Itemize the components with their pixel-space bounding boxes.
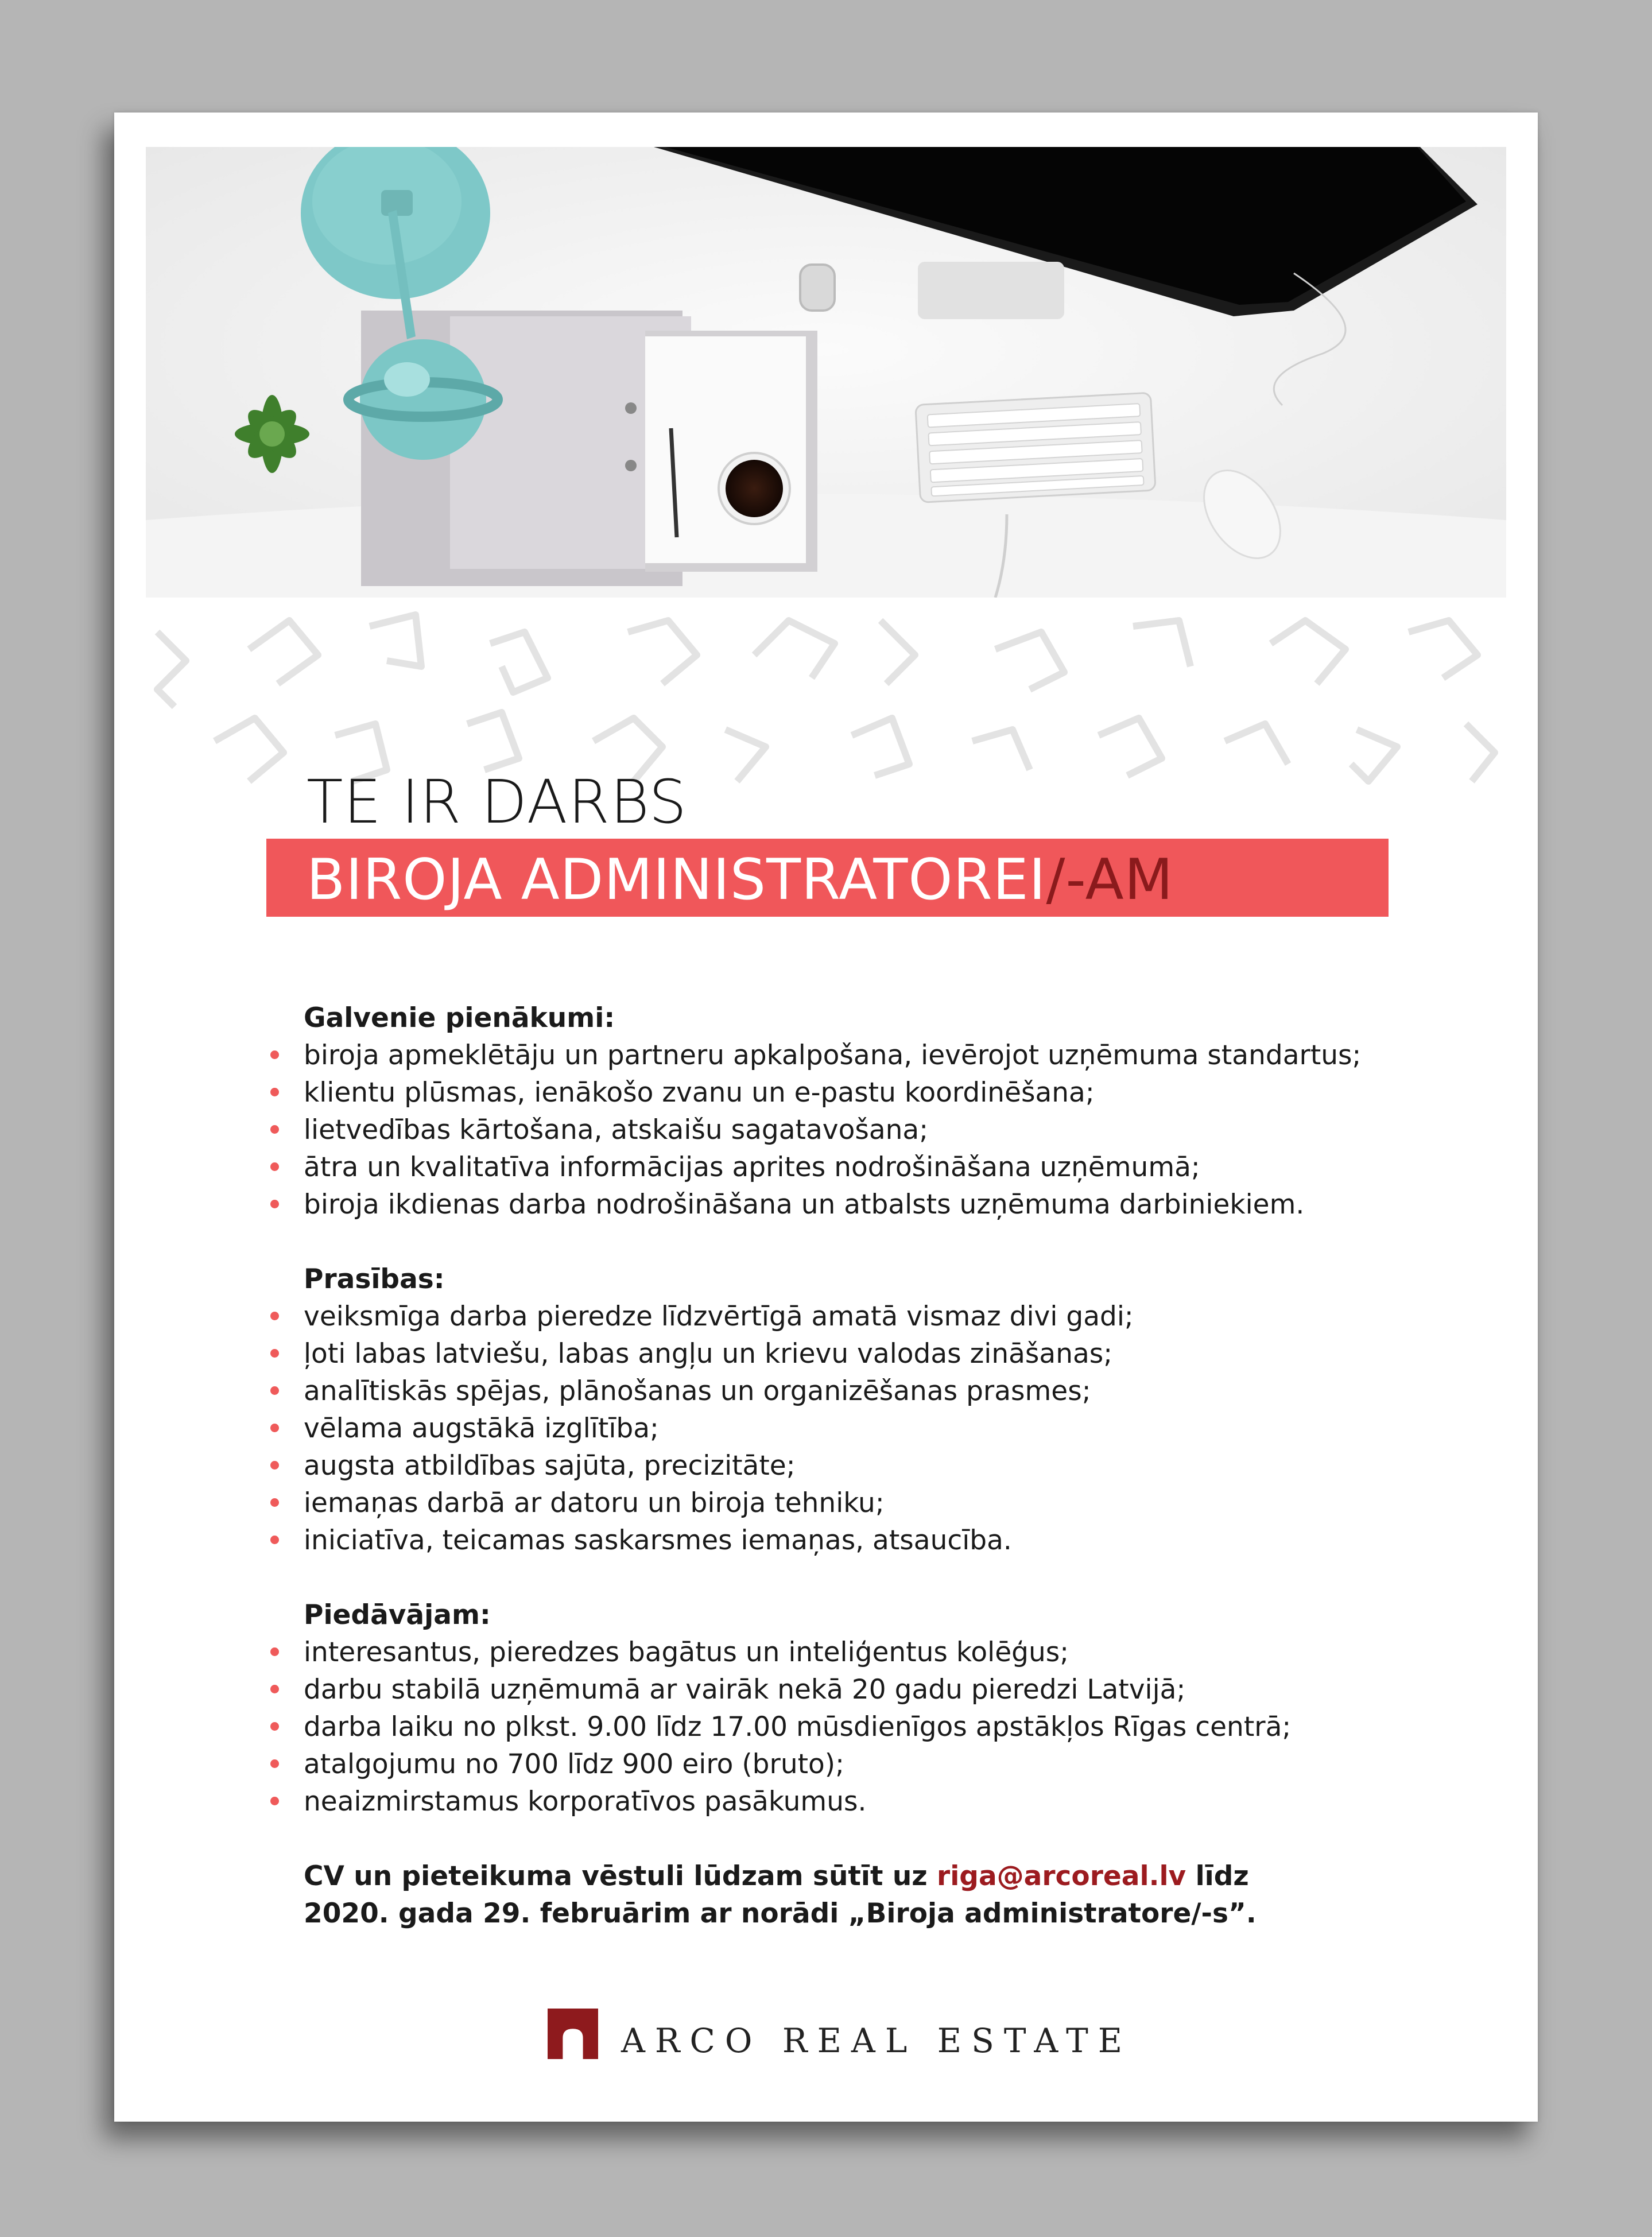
list-item: biroja apmeklētāju un partneru apkalpošana, ievērojot uzņēmuma standartus; bbox=[304, 1037, 1423, 1074]
list-item: interesantus, pieredzes bagātus un inteliģentus kolēģus; bbox=[304, 1634, 1423, 1671]
list-item: darba laiku no plkst. 9.00 līdz 17.00 mūsdienīgos apstākļos Rīgas centrā; bbox=[304, 1708, 1423, 1746]
section-duties bbox=[304, 999, 1423, 1223]
email-link[interactable]: riga@arcoreal.lv bbox=[937, 1860, 1186, 1892]
list-item: iniciatīva, teicamas saskarsmes iemaņas, atsaucība. bbox=[304, 1522, 1423, 1559]
list-item: klientu plūsmas, ienākošo zvanu un e-pastu koordinēšana; bbox=[304, 1074, 1423, 1111]
list-item: analītiskās spējas, plānošanas un organizēšanas prasmes; bbox=[304, 1373, 1423, 1410]
list-item: darbu stabilā uzņēmumā ar vairāk nekā 20 gadu pieredzi Latvijā; bbox=[304, 1671, 1423, 1708]
list-item: lietvedības kārtošana, atskaišu sagatavošana; bbox=[304, 1111, 1423, 1149]
list-item: vēlama augstākā izglītība; bbox=[304, 1410, 1423, 1447]
heading-position-main: BIROJA ADMINISTRATOREI bbox=[307, 847, 1046, 913]
arch-logo-icon bbox=[548, 2009, 598, 2059]
duties-list bbox=[304, 1037, 1423, 1223]
list-item: ļoti labas latviešu, labas angļu un krievu valodas zināšanas; bbox=[304, 1335, 1423, 1373]
section-title: Prasības: bbox=[304, 1263, 445, 1295]
section-title: Galvenie pienākumi: bbox=[304, 1002, 615, 1034]
logo-text: ARCO REAL ESTATE bbox=[621, 2021, 1133, 2060]
job-poster bbox=[114, 113, 1538, 2122]
list-item: ātra un kvalitatīva informācijas aprites nodrošināšana uzņēmumā; bbox=[304, 1149, 1423, 1186]
list-item: veiksmīga darba pieredze līdzvērtīgā amatā vismaz divi gadi; bbox=[304, 1298, 1423, 1335]
application-instructions bbox=[304, 1858, 1423, 1932]
list-item: atalgojumu no 700 līdz 900 eiro (bruto); bbox=[304, 1746, 1423, 1783]
cta-text: CV un pieteikuma vēstuli lūdzam sūtīt uz bbox=[304, 1860, 937, 1892]
heading-title: TE IR DARBS bbox=[307, 767, 688, 837]
list-item: neaizmirstamus korporatīvos pasākumus. bbox=[304, 1783, 1423, 1820]
cta-text: līdz bbox=[1186, 1860, 1249, 1892]
section-title: Piedāvājam: bbox=[304, 1599, 491, 1631]
heading-position bbox=[307, 847, 1173, 913]
company-logo bbox=[548, 2007, 1132, 2060]
heading-position-suffix: /-AM bbox=[1046, 847, 1174, 913]
cta-line-1 bbox=[304, 1858, 1423, 1895]
list-item: iemaņas darbā ar datoru un biroja tehniku; bbox=[304, 1484, 1423, 1522]
list-item: biroja ikdienas darba nodrošināšana un atbalsts uzņēmuma darbiniekiem. bbox=[304, 1186, 1423, 1223]
requirements-list bbox=[304, 1298, 1423, 1559]
offer-list bbox=[304, 1634, 1423, 1820]
section-offer bbox=[304, 1596, 1423, 1820]
section-requirements bbox=[304, 1261, 1423, 1559]
cta-line-2: 2020. gada 29. februārim ar norādi „Biroja administratore/-s”. bbox=[304, 1898, 1257, 1929]
list-item: augsta atbildības sajūta, precizitāte; bbox=[304, 1447, 1423, 1484]
job-description bbox=[304, 999, 1423, 1932]
hero-desk-photo bbox=[146, 147, 1506, 598]
